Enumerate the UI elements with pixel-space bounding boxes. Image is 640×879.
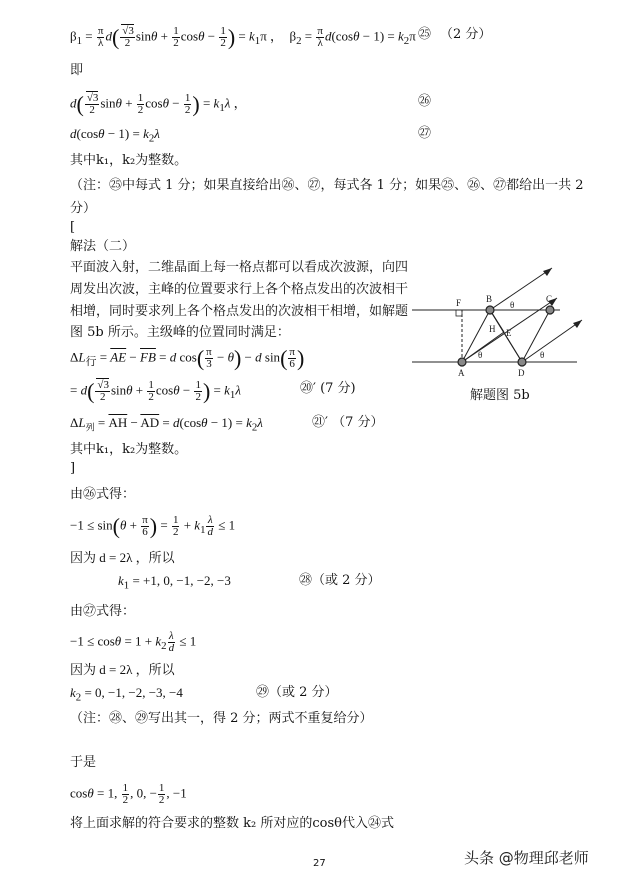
- label-d: D: [518, 368, 525, 378]
- bracket-open: [: [70, 220, 76, 235]
- eq-mark-25: ㉕: [418, 27, 432, 42]
- inequality-cos: $-1 \le \cos\theta = 1 + k_2$ $\frac{\lambda}{d}$ ≤ 1: [70, 630, 197, 654]
- label-theta-2: θ: [478, 350, 483, 360]
- eq-27-formula: $d(\cos\theta - 1) = k_2\lambda$: [70, 126, 160, 145]
- eq-mark-21-prime: ㉑′ （7 分）: [312, 415, 384, 430]
- k1-values: $k_1 = +1$, 0, −1, −2, −3: [118, 573, 231, 592]
- ray-b: [490, 268, 552, 310]
- text-yushi: 于是: [70, 755, 97, 770]
- eq-mark-28: ㉘（或 2 分）: [299, 573, 381, 588]
- delta-l-row-formula-2: = d( $\frac{√3}{2}$ sinθ + $\frac{1}{2}$ cosθ − $\frac{1}{2}$ ) = $k_1\lambda$: [70, 378, 241, 404]
- delta-l-row-formula: $\Delta L_行 = \overline{AE} - \overline{FB} = d$ cos( $\frac{\pi}{3}$ − θ) − d sin( $\frac{\pi}{6}$ ): [70, 345, 305, 371]
- eq-mark-26: ㉖: [418, 94, 432, 109]
- label-c: C: [546, 294, 553, 304]
- label-theta-1: θ: [510, 300, 515, 310]
- because-d-2: 因为 d = 2λ ，所以: [70, 662, 175, 677]
- para-line-2: 周发出次波，主峰的位置要求行上各个格点发出的次波相干: [70, 282, 409, 297]
- eq-score-25: （2 分）: [440, 27, 492, 42]
- label-e: E: [506, 328, 512, 338]
- line-ab: [462, 310, 490, 362]
- note-end: 分）: [70, 201, 97, 216]
- k2-values: $k_2 = 0$, −1, −2, −3, −4: [70, 685, 183, 704]
- inequality-sin: −1 ≤ sin(θ + $\frac{\pi}{6}$ ) = $\frac{1}{2}$ + $k_1$ $\frac{\lambda}{d}$ ≤ 1: [70, 513, 236, 539]
- text-integers-1: 其中k₁，k₂为整数。: [70, 153, 188, 168]
- label-a: A: [458, 368, 465, 378]
- cos-values: cosθ = 1, $\frac{1}{2}$ , 0, − $\frac{1}{2}$ , −1: [70, 782, 187, 806]
- text-integers-2: 其中k₁，k₂为整数。: [70, 442, 188, 457]
- from-eq-27: 由㉗式得：: [70, 604, 136, 619]
- because-d-1: 因为 d = 2λ ，所以: [70, 550, 175, 565]
- ray-d: [522, 320, 582, 362]
- label-b: B: [486, 294, 493, 304]
- point-b: [486, 306, 494, 314]
- solution-two-title: 解法（二）: [70, 239, 136, 254]
- note-28-29: （注：㉘、㉙写出其一，得 2 分；两式不重复给分）: [70, 711, 373, 726]
- point-a: [458, 358, 466, 366]
- eq-mark-29: ㉙（或 2 分）: [256, 685, 338, 700]
- bracket-close: ]: [70, 461, 76, 476]
- para-line-3: 相增，同时要求列上各个格点发出的次波相干相增，如解题: [70, 304, 409, 319]
- point-d: [518, 358, 526, 366]
- watermark: 头条 @物理邱老师: [464, 849, 589, 867]
- eq-mark-27: ㉗: [418, 126, 432, 141]
- delta-l-col-formula: $\Delta L_列 = \overline{AH} - \overline{AD} = d(\cos\theta - 1) = k_2\lambda$: [70, 415, 263, 434]
- label-h: H: [489, 324, 496, 334]
- text-ji: 即: [70, 63, 84, 78]
- label-f: F: [456, 298, 462, 308]
- beta-formula-line: $\beta_1$ = $\frac{\pi}{\lambda}$ d( $\frac{√3}{2}$ sinθ + $\frac{1}{2}$ cosθ − $\frac{1}{2}$ ) = $k_1\pi$ ， $\beta_2$ = $\frac{\pi}{\lambda}$ $d(\cos\theta - 1) = k_2\pi$: [70, 24, 416, 50]
- note-25-26-27: （注：㉕中每式 1 分；如果直接给出㉖、㉗，每式各 1 分；如果㉕、㉖、㉗都给出一共 2: [70, 178, 584, 193]
- label-theta-3: θ: [540, 350, 545, 360]
- eq-26-formula: d( $\frac{√3}{2}$ sinθ + $\frac{1}{2}$ cosθ − $\frac{1}{2}$ ) = $k_1\lambda$ ，: [70, 91, 247, 117]
- final-instruction: 将上面求解的符合要求的整数 k₂ 所对应的cosθ代入㉔式: [70, 816, 394, 831]
- eq-mark-20-prime: ⑳′ (7 分): [300, 381, 356, 396]
- line-ae: [462, 332, 504, 362]
- line-dc: [522, 310, 550, 362]
- para-line-4: 图 5b 所示。主级峰的位置同时满足：: [70, 325, 290, 340]
- point-c: [546, 306, 554, 314]
- page-number: 27: [313, 858, 326, 869]
- arrow-head-b: [543, 268, 552, 276]
- from-eq-26: 由㉖式得：: [70, 487, 136, 502]
- arrow-head-d: [573, 320, 582, 328]
- figure-5b: [412, 258, 632, 388]
- figure-caption: 解题图 5b: [470, 388, 530, 403]
- para-line-1: 平面波入射，二维晶面上每一格点都可以看成次波源，向四: [70, 260, 409, 275]
- right-angle-f: [456, 310, 462, 316]
